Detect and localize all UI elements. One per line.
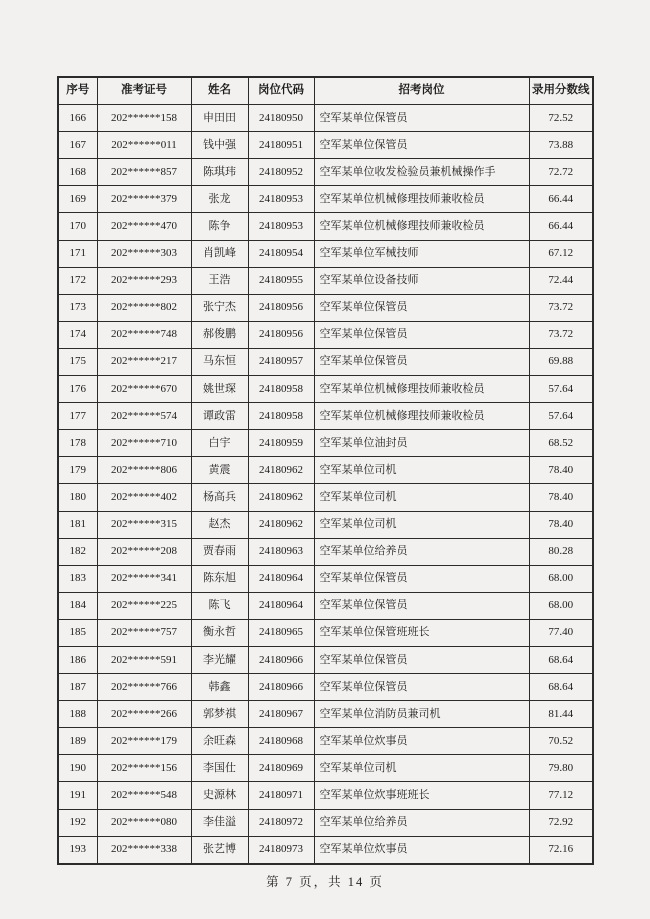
cell-score-line: 68.00 [529,592,593,619]
cell-score-line: 68.64 [529,674,593,701]
cell-ticket-no: 202******303 [97,240,191,267]
cell-ticket-no: 202******574 [97,403,191,430]
cell-index: 175 [58,348,97,375]
cell-name: 申田田 [191,105,248,132]
cell-position: 空军某单位保管员 [314,132,529,159]
cell-score-line: 66.44 [529,186,593,213]
table-row [58,646,593,673]
cell-name: 陈东旭 [191,565,248,592]
cell-ticket-no: 202******757 [97,619,191,646]
cell-score-line: 77.12 [529,782,593,809]
cell-index: 172 [58,267,97,294]
cell-name: 张龙 [191,186,248,213]
cell-ticket-no: 202******766 [97,674,191,701]
cell-ticket-no: 202******293 [97,267,191,294]
cell-position: 空军某单位设备技师 [314,267,529,294]
table-row [58,403,593,430]
table-row [58,484,593,511]
col-header-position: 招考岗位 [314,77,529,105]
table-row [58,836,593,864]
cell-score-line: 73.72 [529,294,593,321]
cell-score-line: 72.16 [529,836,593,864]
cell-job-code: 24180964 [248,565,314,592]
table-row [58,782,593,809]
cell-name: 钱中强 [191,132,248,159]
cell-index: 184 [58,592,97,619]
cell-ticket-no: 202******080 [97,809,191,836]
table-row [58,755,593,782]
cell-position: 空军某单位机械修理技师兼收检员 [314,403,529,430]
cell-ticket-no: 202******402 [97,484,191,511]
cell-position: 空军某单位保管员 [314,565,529,592]
cell-position: 空军某单位炊事班班长 [314,782,529,809]
cell-ticket-no: 202******156 [97,755,191,782]
cell-index: 173 [58,294,97,321]
cell-job-code: 24180953 [248,186,314,213]
cell-index: 179 [58,457,97,484]
cell-index: 188 [58,701,97,728]
cell-job-code: 24180962 [248,457,314,484]
cell-job-code: 24180973 [248,836,314,864]
cell-job-code: 24180964 [248,592,314,619]
cell-ticket-no: 202******011 [97,132,191,159]
cell-position: 空军某单位司机 [314,755,529,782]
cell-ticket-no: 202******670 [97,376,191,403]
cell-score-line: 68.64 [529,646,593,673]
cell-name: 余旺森 [191,728,248,755]
cell-index: 183 [58,565,97,592]
table-row [58,430,593,457]
cell-position: 空军某单位保管班班长 [314,619,529,646]
cell-job-code: 24180967 [248,701,314,728]
table-row [58,728,593,755]
table-row [58,619,593,646]
table-row [58,294,593,321]
cell-position: 空军某单位炊事员 [314,836,529,864]
cell-score-line: 67.12 [529,240,593,267]
cell-score-line: 57.64 [529,403,593,430]
cell-job-code: 24180969 [248,755,314,782]
cell-position: 空军某单位炊事员 [314,728,529,755]
cell-name: 李国仕 [191,755,248,782]
table-row [58,809,593,836]
table-row [58,267,593,294]
cell-job-code: 24180962 [248,511,314,538]
cell-job-code: 24180963 [248,538,314,565]
cell-position: 空军某单位机械修理技师兼收检员 [314,186,529,213]
cell-score-line: 78.40 [529,457,593,484]
cell-index: 166 [58,105,97,132]
cell-position: 空军某单位保管员 [314,294,529,321]
cell-job-code: 24180956 [248,321,314,348]
cell-index: 167 [58,132,97,159]
cell-index: 193 [58,836,97,864]
cell-name: 郭梦祺 [191,701,248,728]
cell-index: 174 [58,321,97,348]
cell-ticket-no: 202******857 [97,159,191,186]
cell-index: 190 [58,755,97,782]
table-row [58,538,593,565]
cell-ticket-no: 202******806 [97,457,191,484]
cell-score-line: 68.52 [529,430,593,457]
cell-job-code: 24180968 [248,728,314,755]
cell-job-code: 24180962 [248,484,314,511]
cell-index: 182 [58,538,97,565]
table-row [58,674,593,701]
table-row [58,186,593,213]
cell-name: 赵杰 [191,511,248,538]
cell-index: 191 [58,782,97,809]
cell-position: 空军某单位司机 [314,484,529,511]
cell-job-code: 24180966 [248,674,314,701]
cell-name: 白宇 [191,430,248,457]
cell-score-line: 68.00 [529,565,593,592]
cell-score-line: 57.64 [529,376,593,403]
cell-ticket-no: 202******548 [97,782,191,809]
table-row [58,321,593,348]
cell-name: 杨高兵 [191,484,248,511]
score-table [57,76,594,865]
table-row [58,701,593,728]
table-header [58,77,593,105]
cell-ticket-no: 202******179 [97,728,191,755]
cell-score-line: 80.28 [529,538,593,565]
cell-name: 谭政雷 [191,403,248,430]
table-row [58,511,593,538]
cell-ticket-no: 202******379 [97,186,191,213]
cell-position: 空军某单位消防员兼司机 [314,701,529,728]
cell-score-line: 70.52 [529,728,593,755]
cell-name: 张宁杰 [191,294,248,321]
table-row [58,132,593,159]
cell-position: 空军某单位司机 [314,511,529,538]
cell-index: 170 [58,213,97,240]
cell-job-code: 24180971 [248,782,314,809]
cell-position: 空军某单位给养员 [314,538,529,565]
col-header-index: 序号 [58,77,97,105]
cell-position: 空军某单位给养员 [314,809,529,836]
cell-ticket-no: 202******802 [97,294,191,321]
cell-index: 187 [58,674,97,701]
cell-index: 168 [58,159,97,186]
header-row [58,77,593,105]
cell-job-code: 24180965 [248,619,314,646]
col-header-score-line: 录用分数线 [529,77,593,105]
cell-name: 马东恒 [191,348,248,375]
cell-job-code: 24180958 [248,376,314,403]
cell-index: 180 [58,484,97,511]
cell-name: 史源林 [191,782,248,809]
cell-ticket-no: 202******470 [97,213,191,240]
col-header-job-code: 岗位代码 [248,77,314,105]
table-row [58,213,593,240]
cell-index: 178 [58,430,97,457]
cell-job-code: 24180952 [248,159,314,186]
cell-position: 空军某单位机械修理技师兼收检员 [314,213,529,240]
table-row [58,376,593,403]
cell-job-code: 24180958 [248,403,314,430]
table-row [58,348,593,375]
cell-job-code: 24180957 [248,348,314,375]
table-row [58,457,593,484]
cell-name: 姚世琛 [191,376,248,403]
cell-score-line: 77.40 [529,619,593,646]
cell-name: 黄震 [191,457,248,484]
cell-job-code: 24180954 [248,240,314,267]
cell-name: 陈飞 [191,592,248,619]
cell-ticket-no: 202******158 [97,105,191,132]
cell-name: 李佳溢 [191,809,248,836]
cell-index: 176 [58,376,97,403]
cell-position: 空军某单位机械修理技师兼收检员 [314,376,529,403]
cell-ticket-no: 202******208 [97,538,191,565]
cell-name: 韩鑫 [191,674,248,701]
cell-job-code: 24180966 [248,646,314,673]
cell-name: 陈争 [191,213,248,240]
cell-ticket-no: 202******266 [97,701,191,728]
cell-ticket-no: 202******748 [97,321,191,348]
cell-position: 空军某单位司机 [314,457,529,484]
cell-score-line: 66.44 [529,213,593,240]
cell-job-code: 24180951 [248,132,314,159]
cell-score-line: 69.88 [529,348,593,375]
cell-score-line: 78.40 [529,511,593,538]
cell-ticket-no: 202******225 [97,592,191,619]
cell-index: 177 [58,403,97,430]
page-number-footer: 第 7 页，共 14 页 [266,875,384,889]
table-row [58,105,593,132]
cell-name: 张艺博 [191,836,248,864]
cell-score-line: 79.80 [529,755,593,782]
cell-job-code: 24180956 [248,294,314,321]
cell-position: 空军某单位油封员 [314,430,529,457]
cell-position: 空军某单位保管员 [314,321,529,348]
cell-name: 贾春雨 [191,538,248,565]
cell-job-code: 24180950 [248,105,314,132]
cell-score-line: 73.72 [529,321,593,348]
cell-name: 李光耀 [191,646,248,673]
cell-index: 185 [58,619,97,646]
cell-score-line: 73.88 [529,132,593,159]
cell-job-code: 24180953 [248,213,314,240]
cell-position: 空军某单位保管员 [314,592,529,619]
cell-job-code: 24180955 [248,267,314,294]
table-body [58,105,593,864]
cell-name: 王浩 [191,267,248,294]
cell-name: 郝俊鹏 [191,321,248,348]
cell-position: 空军某单位军械技师 [314,240,529,267]
cell-name: 衡永哲 [191,619,248,646]
cell-score-line: 72.72 [529,159,593,186]
table-row [58,565,593,592]
cell-job-code: 24180972 [248,809,314,836]
cell-score-line: 72.52 [529,105,593,132]
cell-index: 181 [58,511,97,538]
cell-name: 陈琪玮 [191,159,248,186]
cell-index: 169 [58,186,97,213]
cell-position: 空军某单位保管员 [314,674,529,701]
cell-ticket-no: 202******338 [97,836,191,864]
cell-index: 186 [58,646,97,673]
cell-score-line: 72.44 [529,267,593,294]
cell-score-line: 72.92 [529,809,593,836]
cell-index: 189 [58,728,97,755]
cell-score-line: 78.40 [529,484,593,511]
table-row [58,592,593,619]
cell-ticket-no: 202******710 [97,430,191,457]
cell-job-code: 24180959 [248,430,314,457]
cell-position: 空军某单位收发检验员兼机械操作手 [314,159,529,186]
table-row [58,159,593,186]
cell-position: 空军某单位保管员 [314,105,529,132]
cell-position: 空军某单位保管员 [314,348,529,375]
cell-ticket-no: 202******217 [97,348,191,375]
cell-position: 空军某单位保管员 [314,646,529,673]
col-header-name: 姓名 [191,77,248,105]
cell-score-line: 81.44 [529,701,593,728]
cell-ticket-no: 202******341 [97,565,191,592]
table-row [58,240,593,267]
cell-ticket-no: 202******591 [97,646,191,673]
col-header-ticket-no: 准考证号 [97,77,191,105]
cell-index: 171 [58,240,97,267]
cell-index: 192 [58,809,97,836]
cell-name: 肖凯峰 [191,240,248,267]
cell-ticket-no: 202******315 [97,511,191,538]
